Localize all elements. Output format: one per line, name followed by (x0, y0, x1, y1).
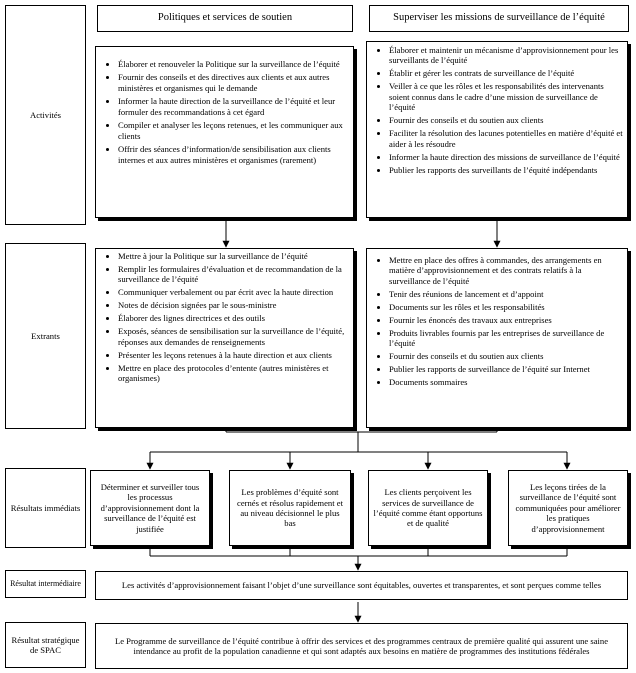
activities-left-list (96, 59, 353, 165)
list-item: • Offrir des séances d’information/de sensibilisation aux clients internes et aux autres ministères et organismes (rarement) (118, 144, 349, 165)
list-item: • Notes de décision signées par le sous-ministre (118, 300, 349, 310)
activities-right-list (367, 45, 627, 175)
list-item: • Mettre à jour la Politique sur la surveillance de l’équité (118, 251, 349, 261)
row-label-intermediate-result: Résultat intermédiaire (5, 570, 86, 598)
outputs-left-list (96, 251, 353, 384)
list-item: • Compiler et analyser les leçons retenues, et les communiquer aux clients (118, 120, 349, 141)
immediate-result-1: Déterminer et surveiller tous les processus d’approvisionnement dont la surveillance de l’équité est justifiée (90, 470, 210, 546)
list-item: • Informer la haute direction de la surveillance de l’équité et leur formuler des recommandations à cet égard (118, 96, 349, 117)
list-item: • Veiller à ce que les rôles et les responsabilités des intervenants soient connus dans le cadre d’une mission de surveillance de l’équité (389, 81, 623, 112)
list-item: • Mettre en place des offres à commandes, des arrangements en matière d’approvisionnement et des contrats relatifs à la surveillance de l’équité (389, 255, 623, 286)
outputs-right-box (366, 248, 628, 428)
list-item: • Communiquer verbalement ou par écrit avec la haute direction (118, 287, 349, 297)
row-label-strategic-result: Résultat stratégique de SPAC (5, 622, 86, 668)
list-item: • Fournir des conseils et du soutien aux clients (389, 351, 623, 361)
list-item: • Publier les rapports des surveillants de l’équité indépendants (389, 165, 623, 175)
intermediate-result: Les activités d’approvisionnement faisant l’objet d’une surveillance sont équitables, ouvertes et transparentes, et sont perçues comme telles (95, 571, 628, 600)
row-label-immediate-results: Résultats immédiats (5, 468, 86, 548)
list-item: • Élaborer et renouveler la Politique sur la surveillance de l’équité (118, 59, 349, 69)
list-item: • Fournir des conseils et des directives aux clients et aux autres ministères et organismes qui le demande (118, 72, 349, 93)
header-right: Superviser les missions de surveillance de l’équité (369, 5, 629, 32)
header-left: Politiques et services de soutien (97, 5, 353, 32)
list-item: • Publier les rapports de surveillance de l’équité sur Internet (389, 364, 623, 374)
list-item: • Établir et gérer les contrats de surveillance de l’équité (389, 68, 623, 78)
activities-left-box (95, 46, 354, 218)
list-item: • Exposés, séances de sensibilisation sur la surveillance de l’équité, réponses aux demandes de renseignements (118, 326, 349, 347)
list-item: • Élaborer et maintenir un mécanisme d’approvisionnement pour les surveillants de l’équité (389, 45, 623, 66)
outputs-right-list (367, 255, 627, 388)
list-item: • Fournir des conseils et du soutien aux clients (389, 115, 623, 125)
list-item: • Documents sur les rôles et les responsabilités (389, 302, 623, 312)
immediate-result-4: Les leçons tirées de la surveillance de l’équité sont communiquées pour améliorer les pratiques d’approvisionnement (508, 470, 628, 546)
list-item: • Fournir les énoncés des travaux aux entreprises (389, 315, 623, 325)
list-item: • Présenter les leçons retenues à la haute direction et aux clients (118, 350, 349, 360)
list-item: • Tenir des réunions de lancement et d’appoint (389, 289, 623, 299)
outputs-left-box (95, 248, 354, 428)
immediate-result-3: Les clients perçoivent les services de surveillance de l’équité comme étant opportuns et de qualité (368, 470, 488, 546)
immediate-result-2: Les problèmes d’équité sont cernés et résolus rapidement et au niveau décisionnel le plus bas (229, 470, 351, 546)
row-label-activities: Activités (5, 5, 86, 225)
strategic-result: Le Programme de surveillance de l’équité contribue à offrir des services et des programmes centraux de première qualité qui assurent une saine intendance au profit de la population canadienne et qui sont adaptés aux besoins en matière de programmes des institutions fédérales (95, 623, 628, 669)
list-item: • Informer la haute direction des missions de surveillance de l’équité (389, 152, 623, 162)
list-item: • Produits livrables fournis par les entreprises de surveillance de l’équité (389, 328, 623, 349)
list-item: • Faciliter la résolution des lacunes potentielles en matière d’équité et aider à les résoudre (389, 128, 623, 149)
list-item: • Mettre en place des protocoles d’entente (autres ministères et organismes) (118, 363, 349, 384)
activities-right-box (366, 41, 628, 218)
row-label-outputs: Extrants (5, 243, 86, 429)
list-item: • Remplir les formulaires d’évaluation et de recommandation de la surveillance de l’équité (118, 264, 349, 285)
list-item: • Documents sommaires (389, 377, 623, 387)
list-item: • Élaborer des lignes directrices et des outils (118, 313, 349, 323)
